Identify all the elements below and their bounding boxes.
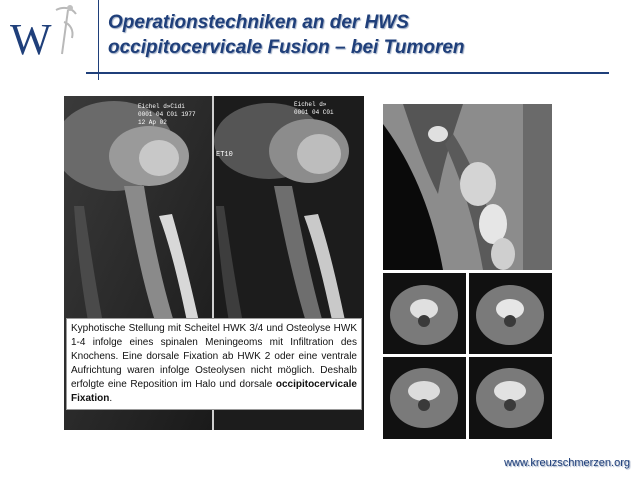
mri-left-label-top: Eichel d»Cidi [138, 103, 185, 110]
mri-right-label-sub: 0001 04 C0i [294, 109, 334, 116]
caption-box [66, 318, 362, 410]
slide-title-line1: Operationstechniken an der HWS [108, 12, 409, 33]
footer-url[interactable]: www.kreuzschmerzen.org [504, 457, 630, 469]
logo-graphic [6, 2, 86, 72]
mri-right-label-top: Eichel d» [294, 101, 327, 108]
header-vertical-rule [98, 0, 99, 80]
ct-axial-tile-2 [469, 273, 552, 354]
mri-left-label-sub: 12 Ap 02 [138, 119, 167, 126]
caption-text: Kyphotische Stellung mit Scheitel HWK 3/4 und Osteolyse HWK 1-4 infolge eines spinalen Meningeoms mit Infiltration des Knochens. Eine dorsale Fixation ab HWK 2 oder eine ventrale Aufrichtung waren infolge Osteolysen nicht möglich. Deshalb erfolgte eine Reposition im Halo und dorsale [71, 323, 357, 390]
ct-axial-tile-3 [383, 357, 466, 439]
caption-bold-text: occipitocervicale Fixation [71, 379, 357, 404]
ct-sagittal-image [383, 104, 552, 270]
logo-figure-icon [56, 8, 76, 54]
logo-letter: W [10, 15, 52, 64]
ct-axial-tile-4 [469, 357, 552, 439]
mri-left-label-mid: 0001 04 C0i 1977 [138, 111, 196, 118]
header-rule [86, 72, 609, 74]
mri-right-overlay: ET10 [216, 151, 233, 159]
ct-axial-tile-1 [383, 273, 466, 354]
logo [6, 2, 86, 72]
caption-end: . [109, 393, 113, 404]
logo-head-icon [67, 5, 73, 11]
ct-sagittal-graphic [383, 104, 552, 270]
ct-axial-grid [383, 273, 552, 439]
slide-title [108, 10, 628, 60]
slide-title-line2: occipitocervicale Fusion – bei Tumoren [108, 37, 465, 58]
ct-axial-graphic [383, 273, 552, 439]
